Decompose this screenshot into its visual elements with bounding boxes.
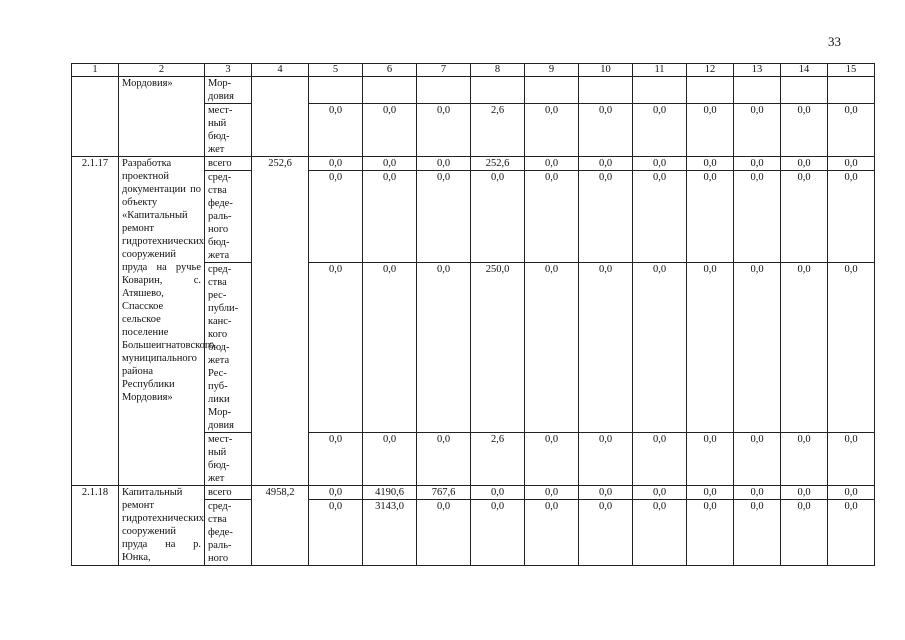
value-cell: 0,0 (781, 157, 828, 171)
column-number: 5 (309, 64, 363, 77)
value-cell (687, 77, 734, 104)
table-row (72, 157, 875, 171)
value-cell: 0,0 (828, 157, 875, 171)
value-cell (633, 77, 687, 104)
value-cell: 0,0 (781, 171, 828, 263)
value-cell: 0,0 (579, 433, 633, 486)
value-cell: 767,6 (417, 486, 471, 500)
column-number-row (72, 64, 875, 77)
value-cell: 0,0 (417, 171, 471, 263)
table-row (72, 77, 875, 104)
value-cell: 0,0 (633, 433, 687, 486)
value-cell: 0,0 (309, 433, 363, 486)
value-cell: 0,0 (417, 104, 471, 157)
item-name-cell: Капитальный ремонт гидротехнических сооружений пруда на р. Юнка, (119, 486, 205, 566)
value-cell: 0,0 (309, 263, 363, 433)
value-cell: 0,0 (828, 433, 875, 486)
column-number: 8 (471, 64, 525, 77)
table-row (72, 486, 875, 500)
value-cell: 0,0 (363, 157, 417, 171)
funding-source-cell: всего (205, 486, 252, 500)
value-cell: 0,0 (525, 263, 579, 433)
value-cell: 0,0 (633, 486, 687, 500)
funding-source-cell: Мор- довия (205, 77, 252, 104)
value-cell: 0,0 (687, 433, 734, 486)
value-cell: 2,6 (471, 104, 525, 157)
funding-source-cell: сред- ства феде- раль- ного (205, 500, 252, 566)
item-name-cell: Мордовия» (119, 77, 205, 157)
value-cell: 0,0 (687, 157, 734, 171)
item-number-cell: 2.1.18 (72, 486, 119, 566)
value-cell: 0,0 (633, 500, 687, 566)
value-cell: 0,0 (309, 157, 363, 171)
value-cell: 0,0 (687, 500, 734, 566)
funding-source-cell: мест- ный бюд- жет (205, 104, 252, 157)
value-cell: 0,0 (781, 433, 828, 486)
value-cell: 0,0 (828, 486, 875, 500)
value-cell (363, 77, 417, 104)
value-cell: 0,0 (525, 171, 579, 263)
value-cell: 0,0 (633, 104, 687, 157)
value-cell: 0,0 (633, 263, 687, 433)
value-cell: 0,0 (579, 486, 633, 500)
value-cell (417, 77, 471, 104)
value-cell: 0,0 (525, 486, 579, 500)
value-cell: 0,0 (363, 263, 417, 433)
value-cell (579, 77, 633, 104)
value-cell: 250,0 (471, 263, 525, 433)
value-cell (309, 77, 363, 104)
value-cell: 0,0 (579, 157, 633, 171)
value-cell: 0,0 (309, 104, 363, 157)
column-number: 13 (734, 64, 781, 77)
value-cell: 0,0 (417, 433, 471, 486)
value-cell: 0,0 (579, 171, 633, 263)
funding-source-cell: всего (205, 157, 252, 171)
total-cell: 252,6 (252, 157, 309, 486)
column-number: 15 (828, 64, 875, 77)
value-cell: 0,0 (579, 263, 633, 433)
value-cell: 0,0 (828, 500, 875, 566)
value-cell: 0,0 (471, 486, 525, 500)
value-cell: 0,0 (828, 171, 875, 263)
item-name-cell: Разработка проектной документации по объекту «Капитальный ремонт гидротехнических сооружений пруда на ручье Коварин, с. Атяшево, Спасское сельское поселение Большеигнатовского муниципального района Республики Мордовия» (119, 157, 205, 486)
value-cell: 0,0 (471, 171, 525, 263)
item-number-cell (72, 77, 119, 157)
value-cell: 0,0 (579, 500, 633, 566)
value-cell: 0,0 (417, 263, 471, 433)
value-cell: 0,0 (734, 500, 781, 566)
value-cell: 0,0 (633, 171, 687, 263)
value-cell: 0,0 (633, 157, 687, 171)
value-cell: 0,0 (734, 157, 781, 171)
value-cell: 0,0 (525, 104, 579, 157)
column-number: 11 (633, 64, 687, 77)
value-cell: 0,0 (309, 500, 363, 566)
value-cell: 2,6 (471, 433, 525, 486)
column-number: 9 (525, 64, 579, 77)
value-cell: 0,0 (579, 104, 633, 157)
value-cell: 0,0 (687, 263, 734, 433)
funding-source-cell: сред- ства феде- раль- ного бюд- жета (205, 171, 252, 263)
page-number: 33 (828, 34, 841, 49)
value-cell: 0,0 (828, 263, 875, 433)
value-cell: 0,0 (363, 171, 417, 263)
value-cell: 0,0 (781, 263, 828, 433)
column-number: 3 (205, 64, 252, 77)
funding-source-cell: сред- ства рес- публи- канс- кого бюд- жета Рес- пуб- лики Мор- довия (205, 263, 252, 433)
column-number: 14 (781, 64, 828, 77)
total-cell: 4958,2 (252, 486, 309, 566)
value-cell: 0,0 (734, 433, 781, 486)
value-cell: 252,6 (471, 157, 525, 171)
value-cell (525, 77, 579, 104)
value-cell: 0,0 (363, 433, 417, 486)
value-cell: 0,0 (471, 500, 525, 566)
value-cell: 0,0 (363, 104, 417, 157)
value-cell: 0,0 (781, 486, 828, 500)
value-cell (734, 77, 781, 104)
value-cell: 0,0 (781, 500, 828, 566)
value-cell (828, 77, 875, 104)
value-cell: 0,0 (687, 486, 734, 500)
value-cell: 4190,6 (363, 486, 417, 500)
value-cell: 0,0 (734, 104, 781, 157)
value-cell: 0,0 (417, 157, 471, 171)
column-number: 2 (119, 64, 205, 77)
column-number: 10 (579, 64, 633, 77)
column-number: 4 (252, 64, 309, 77)
value-cell: 0,0 (525, 157, 579, 171)
value-cell: 0,0 (687, 104, 734, 157)
column-number: 7 (417, 64, 471, 77)
value-cell (471, 77, 525, 104)
value-cell (781, 77, 828, 104)
value-cell: 0,0 (417, 500, 471, 566)
table-body (72, 64, 875, 566)
item-number-cell: 2.1.17 (72, 157, 119, 486)
funding-source-cell: мест- ный бюд- жет (205, 433, 252, 486)
value-cell: 0,0 (781, 104, 828, 157)
value-cell: 3143,0 (363, 500, 417, 566)
value-cell: 0,0 (309, 171, 363, 263)
total-cell (252, 77, 309, 157)
value-cell: 0,0 (734, 263, 781, 433)
column-number: 12 (687, 64, 734, 77)
budget-table (71, 63, 875, 566)
value-cell: 0,0 (687, 171, 734, 263)
value-cell: 0,0 (734, 486, 781, 500)
column-number: 6 (363, 64, 417, 77)
column-number: 1 (72, 64, 119, 77)
value-cell: 0,0 (309, 486, 363, 500)
value-cell: 0,0 (828, 104, 875, 157)
value-cell: 0,0 (525, 500, 579, 566)
value-cell: 0,0 (525, 433, 579, 486)
value-cell: 0,0 (734, 171, 781, 263)
